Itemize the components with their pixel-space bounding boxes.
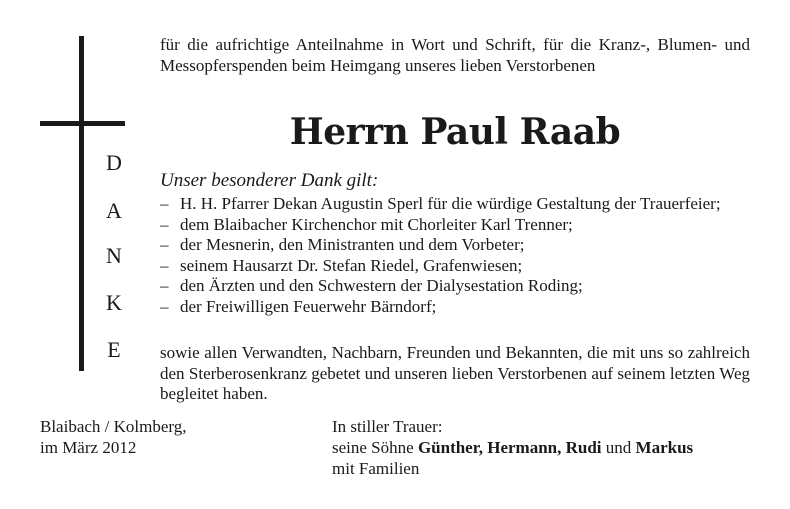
deceased-name: Herrn Paul Raab	[289, 111, 621, 153]
dash: –	[160, 255, 169, 275]
thanks-list	[160, 194, 750, 317]
families-line: mit Familien	[332, 459, 420, 478]
dash: –	[160, 235, 169, 254]
dash: –	[160, 296, 169, 316]
dash: –	[160, 194, 169, 213]
danke-letter: E	[107, 337, 121, 362]
cross-vertical-bar	[79, 36, 84, 371]
list-item-text: der Mesnerin, den Ministranten und dem Vorbeter;	[180, 235, 525, 254]
dash: –	[160, 214, 169, 234]
list-item-text: H. H. Pfarrer Dekan Augustin Sperl für die würdige Gestaltung der Trauerfeier;	[180, 194, 721, 213]
intro-text: für die aufrichtige Anteilnahme in Wort und Schrift, für die Kranz-, Blumen- und Messopferspenden beim Heimgang unseres lieben Verstorbenen	[160, 35, 750, 75]
date: im März 2012	[40, 438, 137, 457]
son-name: Markus	[635, 438, 694, 457]
list-item	[160, 297, 750, 318]
list-item	[160, 194, 750, 215]
sons-prefix: seine Söhne	[332, 438, 418, 457]
list-item-text: den Ärzten und den Schwestern der Dialysestation Roding;	[180, 276, 583, 295]
place: Blaibach / Kolmberg,	[40, 417, 187, 436]
footer-mourners	[332, 416, 762, 479]
son-name: Rudi	[565, 438, 602, 457]
thanks-heading: Unser besonderer Dank gilt:	[160, 170, 379, 191]
list-item-text: dem Blaibacher Kirchenchor mit Chorleiter Karl Trenner;	[180, 214, 573, 234]
cross-horizontal-bar	[40, 121, 125, 126]
son-name: Hermann,	[487, 438, 562, 457]
dash: –	[160, 276, 169, 295]
danke-letter: K	[106, 290, 122, 315]
list-item	[160, 256, 750, 277]
sons-line	[332, 437, 762, 458]
mourning-line: In stiller Trauer:	[332, 417, 443, 436]
danke-letter: A	[106, 198, 122, 223]
list-item-text: der Freiwilligen Feuerwehr Bärndorf;	[180, 296, 437, 316]
danke-letter: D	[106, 150, 122, 175]
list-item	[160, 215, 750, 236]
list-item	[160, 235, 750, 256]
and-word: und	[601, 438, 636, 457]
footer-place-date	[40, 416, 187, 458]
danke-letter: N	[106, 243, 122, 268]
closing-text: sowie allen Verwandten, Nachbarn, Freunden und Bekannten, die mit uns so zahlreich den Sterberosenkranz gebetet und unseren lieben Verstorbenen auf seinem letzten Weg begleitet haben.	[160, 343, 750, 403]
list-item	[160, 276, 750, 297]
son-name: Günther,	[417, 438, 483, 457]
list-item-text: seinem Hausarzt Dr. Stefan Riedel, Grafenwiesen;	[180, 255, 523, 275]
